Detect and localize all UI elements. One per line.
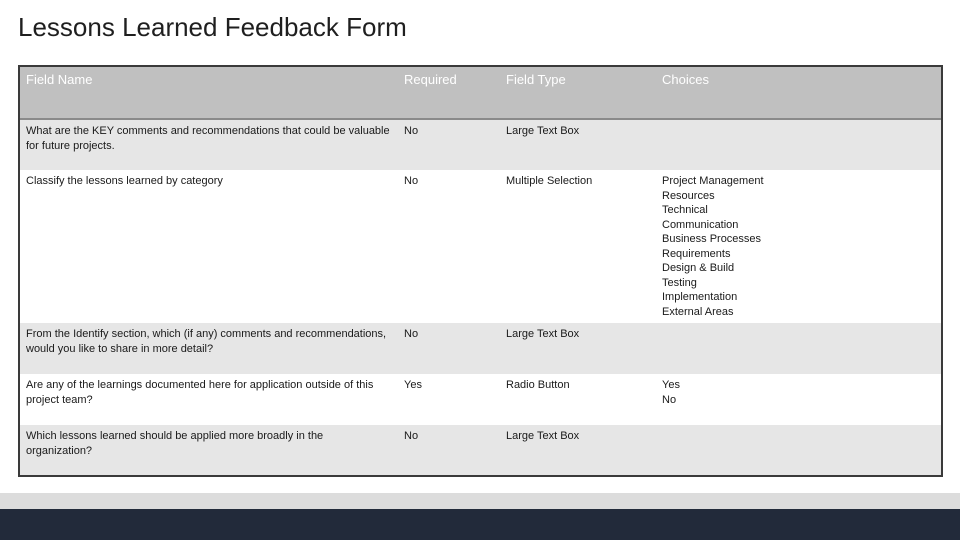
choice-item: Technical [662, 204, 708, 216]
cell-field-type: Multiple Selection [500, 170, 656, 323]
cell-field-name: Are any of the learnings documented here for application outside of this project team? [20, 374, 398, 425]
choice-item: Business Processes [662, 233, 762, 245]
header-required: Required [398, 67, 500, 119]
cell-required: No [398, 119, 500, 170]
cell-field-type: Large Text Box [500, 119, 656, 170]
cell-required: No [398, 323, 500, 374]
table-header-row [20, 67, 941, 119]
fields-table [20, 67, 941, 475]
cell-choices [656, 119, 941, 170]
choice-item: Testing [662, 276, 697, 289]
cell-required: No [398, 425, 500, 475]
choice-item: Yes [662, 379, 680, 391]
choice-item: Design & Build [662, 262, 735, 274]
cell-field-type: Large Text Box [500, 425, 656, 475]
header-choices: Choices [656, 67, 941, 119]
choice-item: Communication [662, 218, 739, 231]
cell-field-type: Radio Button [500, 374, 656, 425]
cell-field-name: Classify the lessons learned by category [20, 170, 398, 323]
cell-choices [656, 323, 941, 374]
footer-band-light [0, 493, 960, 509]
cell-field-name: From the Identify section, which (if any) comments and recommendations, would you like to share in more detail? [20, 323, 398, 374]
cell-choices [656, 374, 941, 425]
table-row [20, 170, 941, 323]
feedback-form-table [18, 65, 943, 477]
cell-choices [656, 170, 941, 323]
footer-band-dark [0, 509, 960, 540]
header-field-type: Field Type [500, 67, 656, 119]
table-row [20, 425, 941, 475]
choice-item: Requirements [662, 247, 731, 260]
choice-item: Project Management [662, 175, 764, 187]
page-title: Lessons Learned Feedback Form [18, 12, 407, 42]
table-row [20, 374, 941, 425]
header-field-name: Field Name [20, 67, 398, 119]
choice-item: External Areas [662, 305, 734, 318]
table-row [20, 119, 941, 170]
choice-item: Implementation [662, 291, 738, 303]
cell-field-name: Which lessons learned should be applied more broadly in the organization? [20, 425, 398, 475]
choice-item: Resources [662, 189, 715, 202]
cell-required: No [398, 170, 500, 323]
table-row [20, 323, 941, 374]
cell-required: Yes [398, 374, 500, 425]
cell-field-type: Large Text Box [500, 323, 656, 374]
cell-choices [656, 425, 941, 475]
choice-item: No [662, 393, 677, 406]
cell-field-name: What are the KEY comments and recommendations that could be valuable for future projects. [20, 119, 398, 170]
